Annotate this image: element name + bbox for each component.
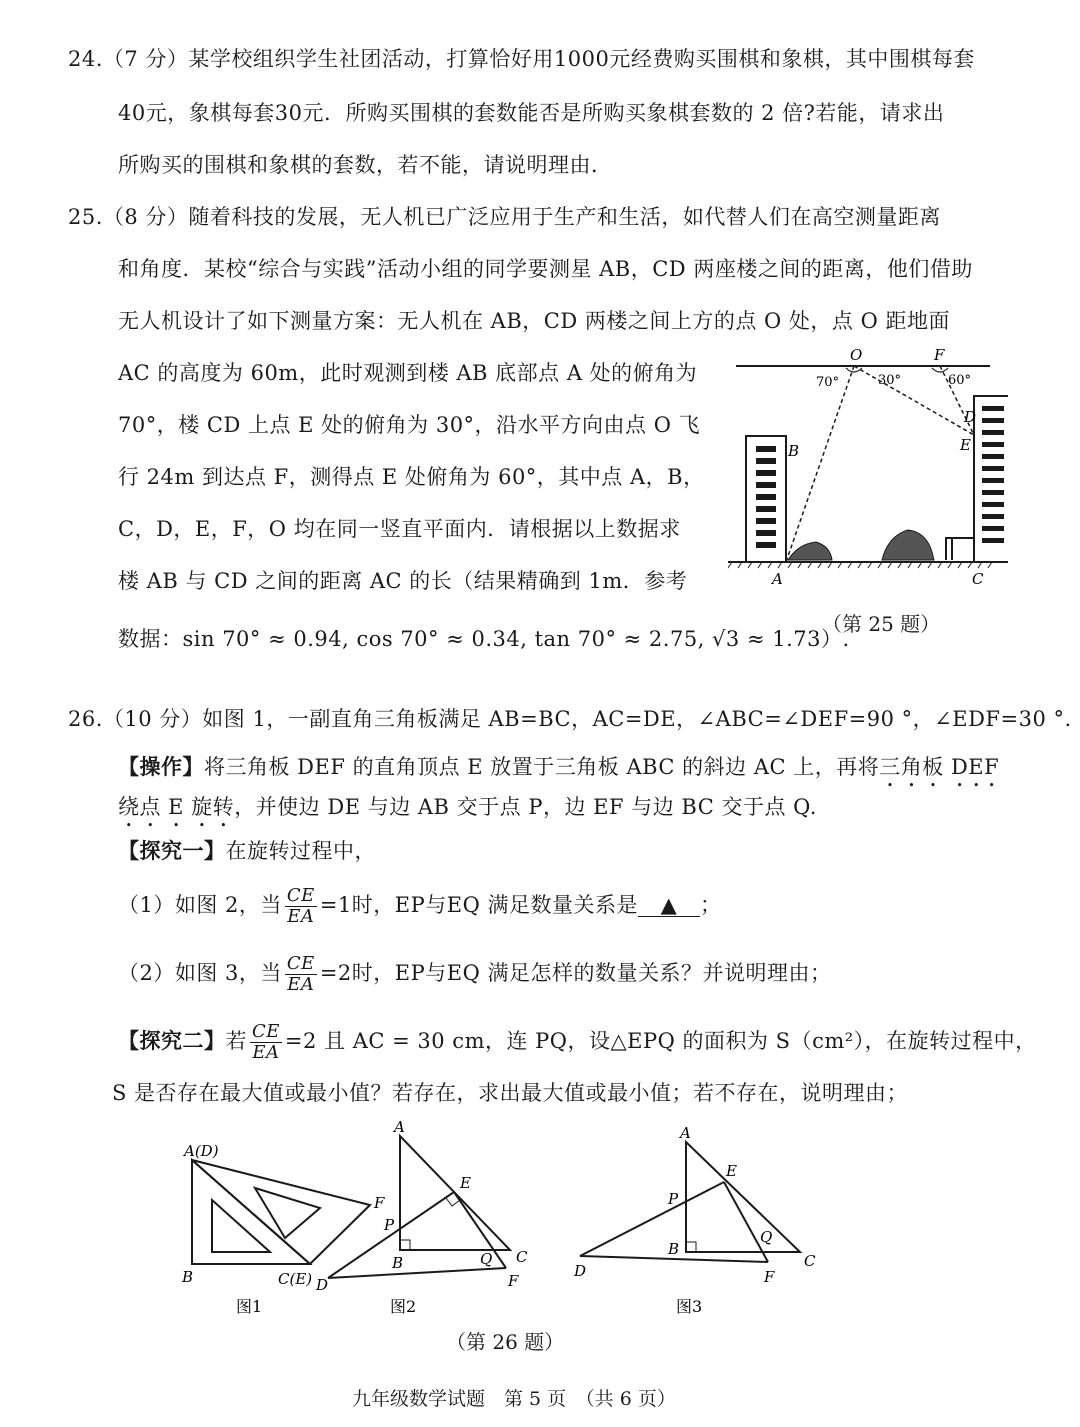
q26-p2-fraction	[285, 954, 317, 995]
q26-op-tag: 【操作】	[118, 754, 204, 779]
q26-op2-dotted: 绕点 E 旋转	[118, 795, 235, 819]
fig3-label-e: E	[726, 1162, 737, 1180]
fig2-line-ed	[328, 1192, 454, 1278]
rock-2	[882, 530, 934, 560]
q26-ex1-tag: 【探究一】	[118, 838, 226, 863]
q26-operation	[118, 752, 999, 792]
q24-line1: 24.（7 分）某学校组织学生社团活动，打算恰好用1000元经费购买围棋和象棋，其中围棋每套	[68, 47, 975, 71]
label-o: O	[850, 346, 863, 364]
fig2-label-q: Q	[480, 1250, 493, 1268]
fig1-triangle-abc-inner	[212, 1200, 270, 1252]
q26-p1-den: EA	[287, 906, 315, 927]
q26-part1	[118, 886, 721, 927]
q26-p2-den: EA	[287, 974, 315, 995]
fig1-label-b: B	[182, 1268, 194, 1286]
label-angle30: 30°	[878, 373, 902, 388]
q26-figure3	[570, 1120, 830, 1320]
q26-ex2-pre: 若	[225, 1029, 247, 1053]
drone-o	[846, 368, 862, 372]
fig3-label-f: F	[764, 1268, 775, 1286]
q26-op-dotted: 三角板 DEF	[879, 755, 1000, 779]
label-a: A	[772, 570, 783, 588]
fig1-label-f: F	[374, 1194, 385, 1212]
label-angle70: 70°	[816, 375, 840, 390]
rock-1	[788, 542, 832, 560]
label-d: D	[964, 408, 977, 426]
fig3-label-p: P	[668, 1190, 679, 1208]
q25-line3: 无人机设计了如下测量方案：无人机在 AB，CD 两楼之间上方的点 O 处，点 O 距地面	[118, 309, 950, 333]
label-b: B	[788, 442, 800, 460]
q26-explore2	[118, 1022, 1037, 1063]
q26-ex2-num: CE	[252, 1021, 280, 1042]
fig3-label-d: D	[574, 1262, 587, 1280]
q26-p1-post: =1时，EP与EQ 满足数量关系是	[319, 893, 638, 917]
q25-line4: AC 的高度为 60m，此时观测到楼 AB 底部点 A 处的俯角为	[118, 361, 698, 385]
q26-p1-answer-blank[interactable]: ▲	[638, 894, 700, 917]
fig3-line-ef	[724, 1182, 768, 1262]
fig2-label-e: E	[460, 1174, 471, 1192]
q26-line1: 26.（10 分）如图 1，一副直角三角板满足 AB=BC，AC=DE，∠ABC=∠DEF=90 °，∠EDF=30 °.	[68, 707, 1072, 731]
page-footer: 九年级数学试题 第 5 页 （共 6 页）	[352, 1388, 676, 1410]
fig1-label-d: D	[316, 1276, 329, 1294]
fig3-label-c: C	[804, 1252, 816, 1270]
label-f: F	[934, 346, 945, 364]
q24-line3: 所购买的围棋和象棋的套数，若不能，请说明理由．	[118, 153, 613, 177]
fig2-label-f: F	[508, 1272, 519, 1290]
q26-p2-pre: （2）如图 3，当	[118, 961, 282, 985]
q26-explore2-line2: S 是否存在最大值或最小值？若存在，求出最大值或最小值；若不存在，说明理由；	[112, 1081, 909, 1105]
q25-line8: 楼 AB 与 CD 之间的距离 AC 的长（结果精确到 1m．参考	[118, 569, 688, 593]
fig2-caption: 图2	[390, 1297, 417, 1316]
q26-ex2-den: EA	[252, 1042, 280, 1063]
q26-ex2-fraction	[250, 1022, 282, 1063]
q26-p1-fraction	[285, 886, 317, 927]
fig3-caption: 图3	[676, 1297, 703, 1316]
fig3-label-q: Q	[760, 1228, 773, 1246]
q26-caption: （第 26 题）	[446, 1330, 565, 1354]
fig2-label-c: C	[516, 1248, 528, 1266]
fig2-label-p: P	[384, 1216, 395, 1234]
drone-f	[932, 368, 948, 372]
q26-explore1	[118, 836, 376, 866]
q26-operation-2	[118, 792, 817, 832]
q26-ex2-tag: 【探究二】	[118, 1028, 226, 1053]
fig2-right-angle-b	[400, 1240, 410, 1250]
fig3-label-b: B	[668, 1240, 680, 1258]
fig3-line-ed	[580, 1182, 724, 1256]
q26-op2-text: ，并使边 DE 与边 AB 交于点 P，边 EF 与边 BC 交于点 Q.	[234, 795, 817, 819]
bench	[946, 538, 974, 560]
fig2-label-a: A	[394, 1118, 405, 1136]
fig1-caption: 图1	[236, 1297, 263, 1316]
q26-ex1-text: 在旋转过程中，	[225, 839, 376, 863]
q25-figure	[728, 340, 1008, 590]
fig1-label-ad: A(D)	[184, 1142, 219, 1160]
q26-p2-post: =2时，EP与EQ 满足怎样的数量关系？并说明理由；	[319, 961, 832, 985]
fig3-label-a: A	[680, 1124, 691, 1142]
fig1-triangle-def-inner	[255, 1188, 320, 1238]
fig2-label-b: B	[392, 1254, 404, 1272]
q26-p1-end: ；	[699, 893, 722, 917]
building-ab-windows	[756, 446, 776, 548]
q25-line5: 70°，楼 CD 上点 E 处的俯角为 30°，沿水平方向由点 O 飞	[118, 413, 701, 437]
fig3-right-angle-b	[686, 1242, 696, 1252]
q26-part2	[118, 954, 831, 995]
q25-line7: C，D，E，F，O 均在同一竖直平面内．请根据以上数据求	[118, 517, 681, 541]
q26-p1-pre: （1）如图 2，当	[118, 893, 282, 917]
label-e: E	[960, 436, 971, 454]
q25-line1: 25.（8 分）随着科技的发展，无人机已广泛应用于生产和生活，如代替人们在高空测量距离	[68, 205, 941, 229]
q26-figure2	[320, 1116, 540, 1316]
q26-op-text: 将三角板 DEF 的直角顶点 E 放置于三角板 ABC 的斜边 AC 上，再将	[204, 755, 880, 779]
q25-line9: 数据：sin 70° ≈ 0.94, cos 70° ≈ 0.34, tan 70° ≈ 2.75, √3 ≈ 1.73）.	[118, 627, 850, 651]
q25-line6: 行 24m 到达点 F，测得点 E 处俯角为 60°，其中点 A，B，	[118, 465, 705, 489]
q25-line2: 和角度．某校“综合与实践”活动小组的同学要测星 AB，CD 两座楼之间的距离，他们借助	[118, 257, 973, 281]
q24-line2: 40元，象棋每套30元．所购买围棋的套数能否是所购买象棋套数的 2 倍?若能，请求出	[118, 101, 945, 125]
q26-p1-num: CE	[286, 885, 315, 906]
label-c: C	[972, 570, 984, 588]
q25-caption: （第 25 题）	[822, 612, 941, 636]
q26-ex2-post: =2 且 AC = 30 cm，连 PQ，设△EPQ 的面积为 S（cm²），在旋转过程中，	[284, 1029, 1037, 1053]
q26-p2-num: CE	[286, 953, 315, 974]
fig3-triangle-abc	[686, 1142, 800, 1252]
label-angle60: 60°	[948, 373, 972, 388]
fig1-label-ce: C(E)	[278, 1270, 313, 1288]
sight-line-oa	[786, 366, 854, 562]
fig2-line-df	[328, 1268, 506, 1278]
